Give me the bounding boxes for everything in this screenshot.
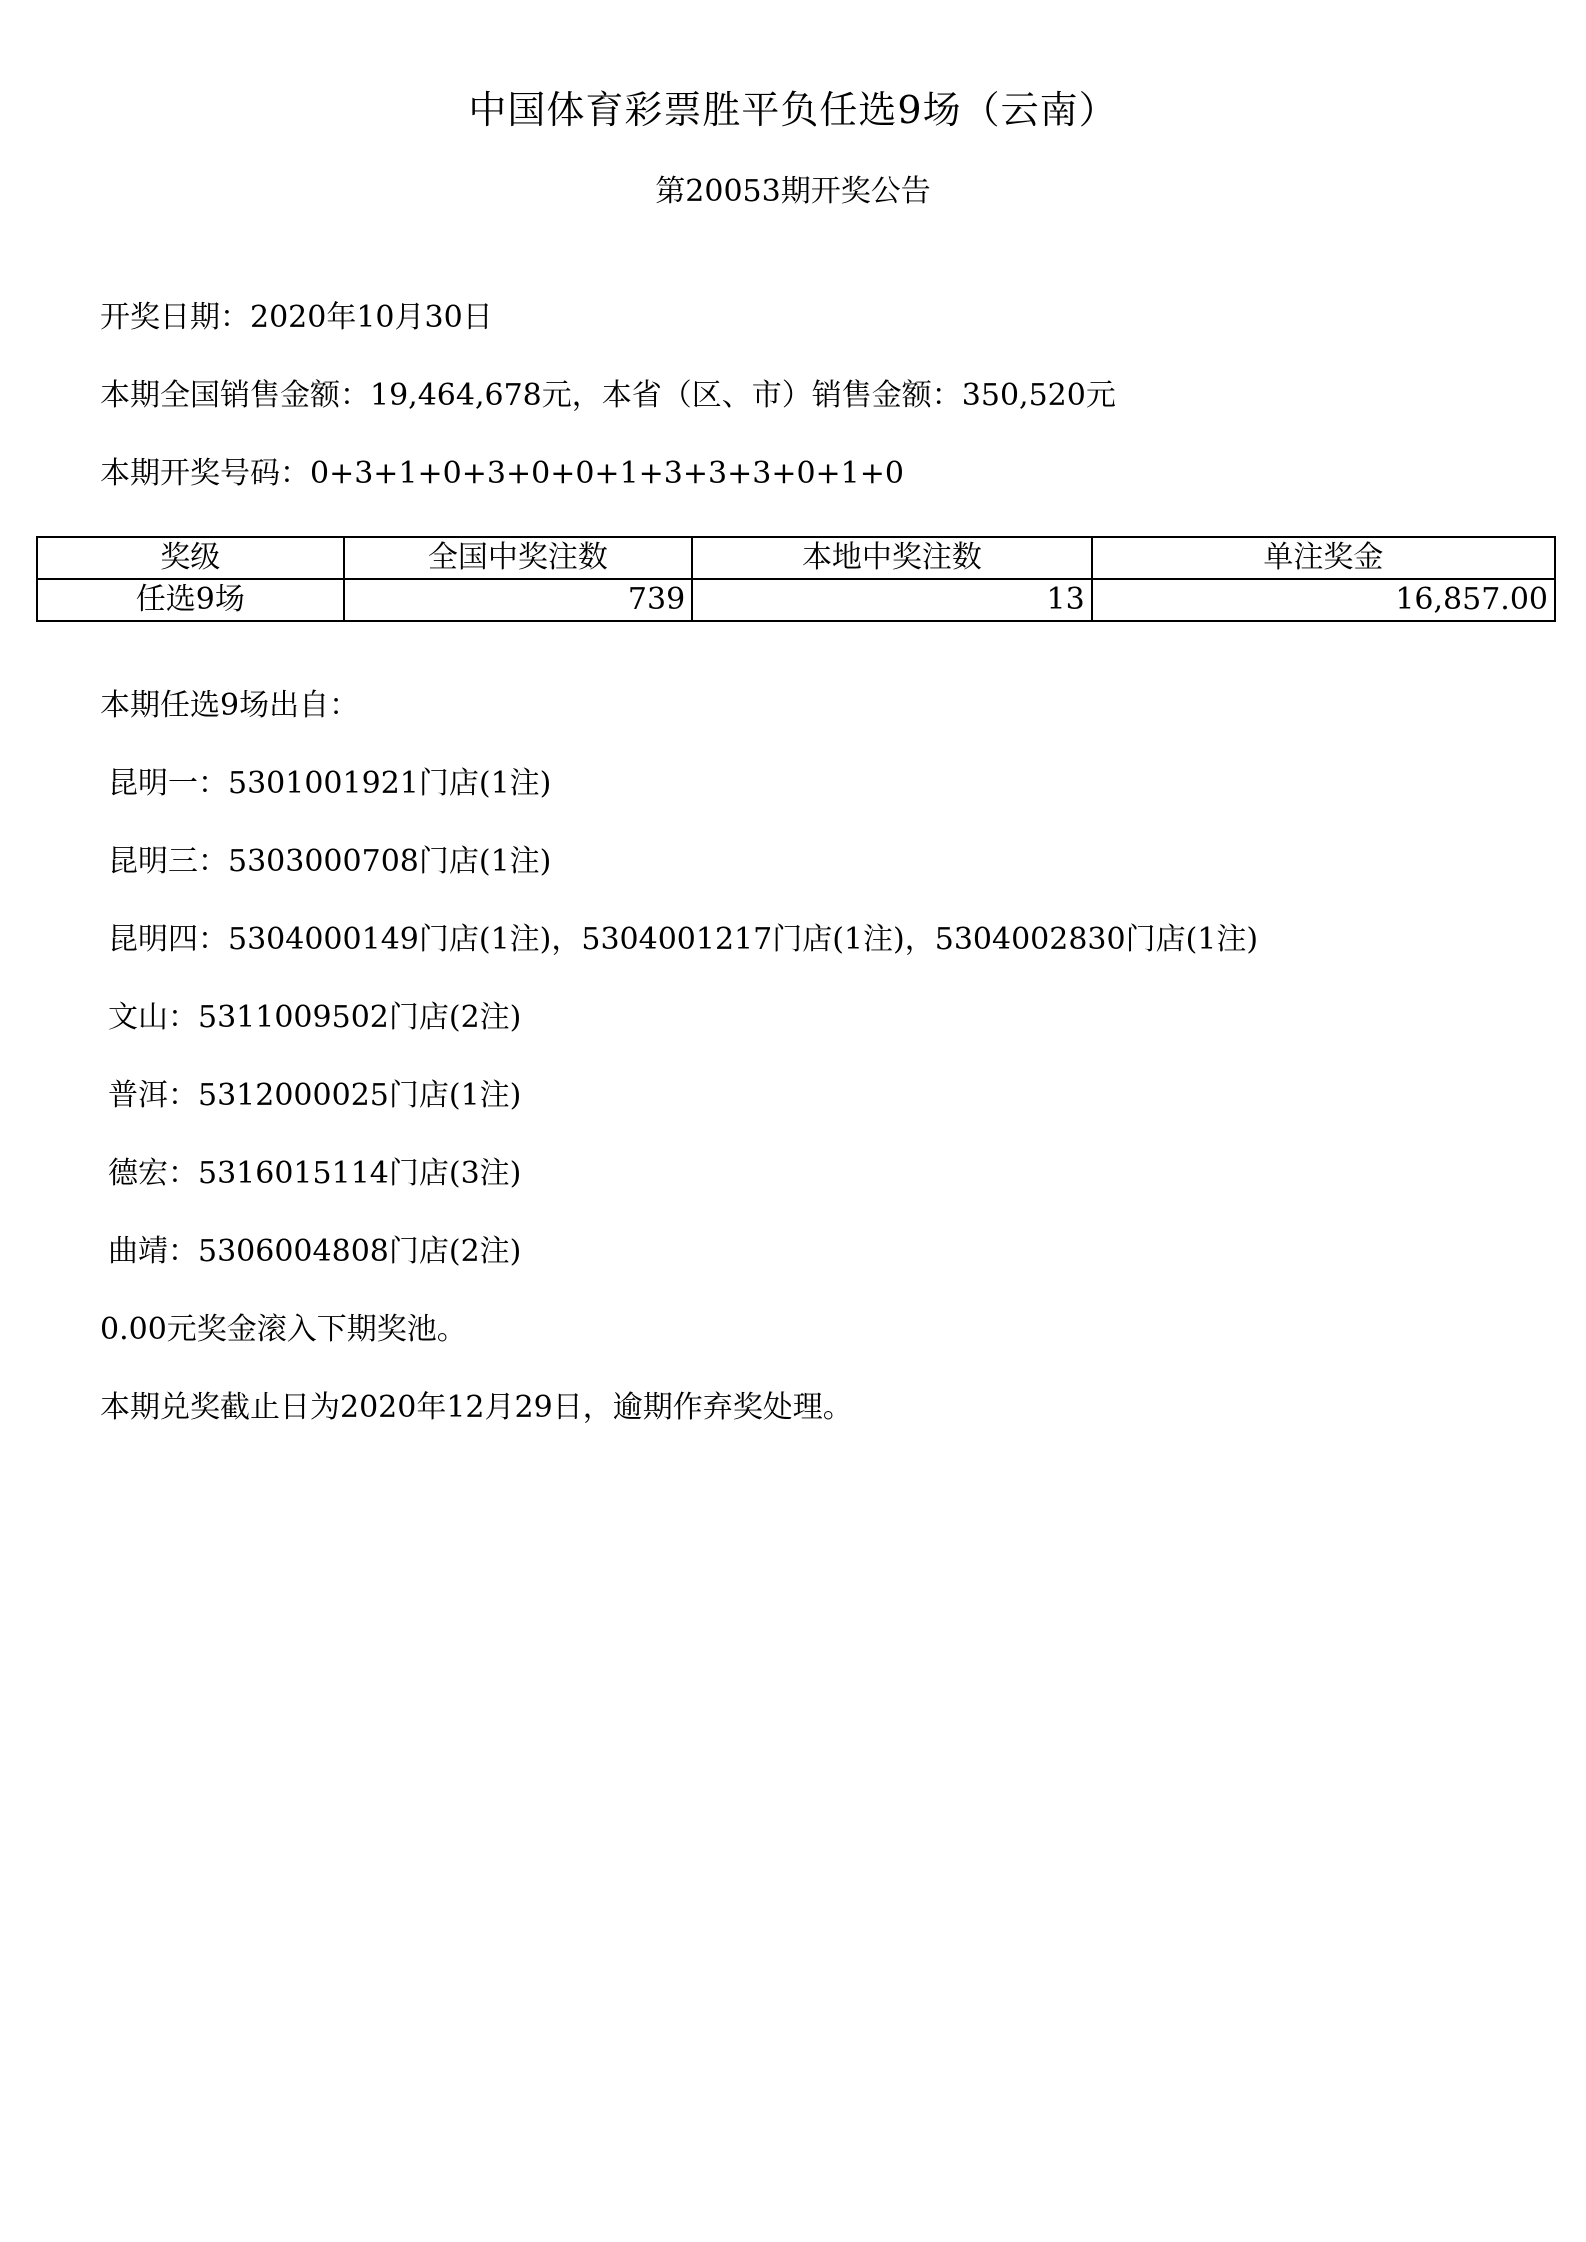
cell-local-winners: 13 xyxy=(692,579,1092,621)
sales-amount-line: 本期全国销售金额：19,464,678元，本省（区、市）销售金额：350,520元 xyxy=(100,378,1116,413)
winner-line-dehong: 德宏：5316015114门店(3注) xyxy=(108,1156,522,1191)
page-title: 中国体育彩票胜平负任选9场（云南） xyxy=(468,88,1118,132)
cell-prize-per-bet: 16,857.00 xyxy=(1092,579,1555,621)
col-header-local-winners: 本地中奖注数 xyxy=(692,537,1092,579)
col-header-prize-per-bet: 单注奖金 xyxy=(1092,537,1555,579)
col-header-national-winners: 全国中奖注数 xyxy=(344,537,693,579)
winners-heading: 本期任选9场出自： xyxy=(100,688,360,723)
winning-numbers-label: 本期开奖号码： xyxy=(100,456,310,491)
winner-line-qujing: 曲靖：5306004808门店(2注) xyxy=(108,1234,522,1269)
cell-national-winners: 739 xyxy=(344,579,693,621)
claim-deadline-note: 本期兑奖截止日为2020年12月29日，逾期作弃奖处理。 xyxy=(100,1390,853,1425)
draw-date-line xyxy=(100,298,493,338)
winner-line-puer: 普洱：5312000025门店(1注) xyxy=(108,1078,522,1113)
winner-line-kunming-3: 昆明三：5303000708门店(1注) xyxy=(108,844,552,879)
prize-table-header-row xyxy=(37,537,1555,579)
table-row xyxy=(37,579,1555,621)
winner-line-kunming-1: 昆明一：5301001921门店(1注) xyxy=(108,766,552,801)
col-header-prize-level: 奖级 xyxy=(37,537,344,579)
winning-numbers-value: 0+3+1+0+3+0+0+1+3+3+3+0+1+0 xyxy=(310,456,904,491)
winner-line-wenshan: 文山：5311009502门店(2注) xyxy=(108,1000,522,1035)
rollover-note: 0.00元奖金滚入下期奖池。 xyxy=(100,1312,467,1347)
cell-prize-level: 任选9场 xyxy=(37,579,344,621)
winning-numbers-line xyxy=(100,454,904,494)
draw-date-value: 2020年10月30日 xyxy=(250,300,493,335)
issue-subtitle: 第20053期开奖公告 xyxy=(655,174,931,209)
draw-date-label: 开奖日期： xyxy=(100,300,250,335)
winner-line-kunming-4: 昆明四：5304000149门店(1注)，5304001217门店(1注)，5304002830门店(1注) xyxy=(108,922,1259,957)
prize-table xyxy=(36,536,1556,622)
